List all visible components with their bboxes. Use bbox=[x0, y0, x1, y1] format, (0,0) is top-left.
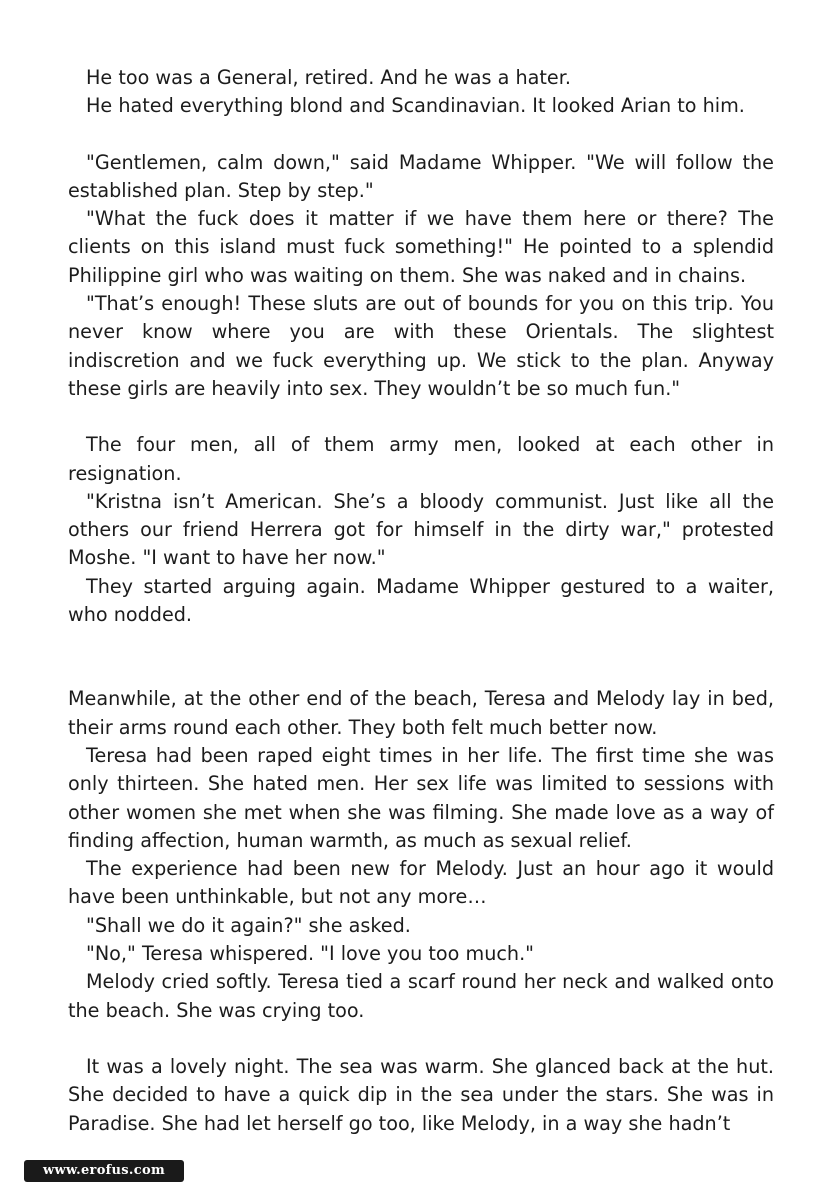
paragraph-gap bbox=[68, 1025, 774, 1053]
paragraph-6: The four men, all of them army men, looked at each other in resignation. bbox=[68, 433, 774, 485]
paragraph-7: "Kristna isn’t American. She’s a bloody communist. Just like all the others our friend Herrera got for himself in the dirty war," protested Moshe. "I want to have her now." bbox=[68, 489, 774, 570]
paragraph-8: They started arguing again. Madame Whipper gestured to a waiter, who nodded. bbox=[68, 574, 774, 627]
document-page bbox=[68, 64, 774, 1138]
paragraph-3: "Gentlemen, calm down," said Madame Whipper. "We will follow the established plan. Step by step." bbox=[68, 150, 774, 202]
paragraph-5: "That’s enough! These sluts are out of bounds for you on this trip. You never know where you are with these Orientals. The slightest indiscretion and we fuck everything up. We stick to the plan. Anyway these girls are heavily into sex. They wouldn’t be so much fun." bbox=[68, 292, 774, 400]
paragraph-1: He too was a General, retired. And he was a hater. bbox=[86, 66, 571, 89]
paragraph-15: It was a lovely night. The sea was warm. She glanced back at the hut. She decided to have a quick dip in the sea under the stars. She was in Paradise. She had let herself go too, like Melody, in a way she hadn’t bbox=[68, 1054, 774, 1135]
paragraph-9: Meanwhile, at the other end of the beach, Teresa and Melody lay in bed, their arms round each other. They both felt much better now. bbox=[68, 687, 774, 739]
paragraph-10: Teresa had been raped eight times in her life. The first time she was only thirteen. She hated men. Her sex life was limited to sessions with other women she met when she was filming. She made love as a way of finding affection, human warmth, as much as sexual relief. bbox=[68, 743, 774, 852]
paragraph-gap bbox=[68, 403, 774, 431]
section-gap bbox=[68, 629, 774, 685]
paragraph-gap bbox=[68, 121, 774, 149]
paragraph-14: Melody cried softly. Teresa tied a scarf round her neck and walked onto the beach. She was crying too. bbox=[68, 970, 774, 1022]
paragraph-11: The experience had been new for Melody. Just an hour ago it would have been unthinkable, but not any more… bbox=[68, 857, 774, 909]
watermark-badge: www.erofus.com bbox=[24, 1160, 184, 1182]
paragraph-13: "No," Teresa whispered. "I love you too much." bbox=[86, 942, 534, 966]
paragraph-2: He hated everything blond and Scandinavian. It looked Arian to him. bbox=[86, 94, 745, 118]
paragraph-4: "What the fuck does it matter if we have them here or there? The clients on this island must fuck something!" He pointed to a splendid Philippine girl who was waiting on them. She was naked and in chains. bbox=[68, 207, 774, 287]
paragraph-12: "Shall we do it again?" she asked. bbox=[86, 913, 411, 937]
